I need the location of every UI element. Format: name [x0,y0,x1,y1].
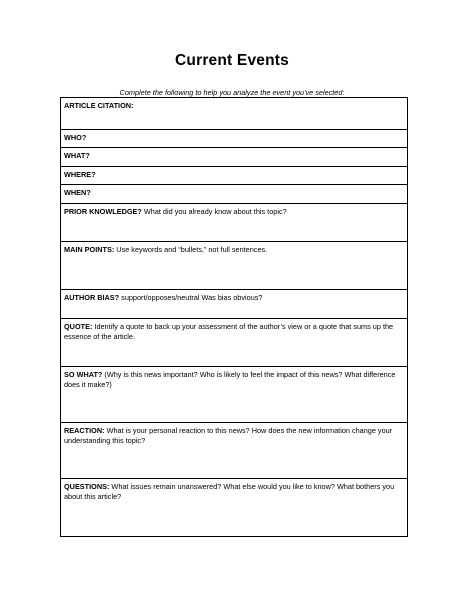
field-label: PRIOR KNOWLEDGE? [64,207,142,216]
answer-cell[interactable] [61,423,408,479]
field-label: WHERE? [64,170,96,179]
answer-cell[interactable] [61,290,408,319]
field-prompt: (Why is this news important? Who is likely to feel the impact of this news? What difference does it make?) [64,370,396,389]
row-who[interactable] [61,130,408,148]
field-label: AUTHOR BIAS? [64,293,120,302]
answer-cell[interactable] [61,367,408,423]
row-reaction[interactable] [61,423,408,479]
field-label: SO WHAT? [64,370,103,379]
answer-cell[interactable] [61,319,408,367]
answer-cell[interactable] [61,167,408,185]
field-prompt: What issues remain unanswered? What else would you like to know? What bothers you about this article? [64,482,395,501]
row-prior-knowledge[interactable] [61,204,408,242]
answer-cell[interactable] [61,242,408,290]
field-label: ARTICLE CITATION: [64,101,134,110]
answer-cell[interactable] [61,148,408,167]
field-label: MAIN POINTS: [64,245,115,254]
page-title: Current Events [175,52,289,69]
row-article-citation[interactable] [61,98,408,130]
field-label: WHEN? [64,188,91,197]
field-prompt: support/opposes/neutral Was bias obvious? [119,293,263,302]
field-label: QUOTE: [64,322,93,331]
field-prompt: Identify a quote to back up your assessment of the author’s view or a quote that sums up the essence of the article. [64,322,394,341]
row-author-bias[interactable] [61,290,408,319]
field-label: QUESTIONS: [64,482,110,491]
answer-cell[interactable] [61,185,408,204]
field-prompt: What is your personal reaction to this news? How does the new information change your understanding this topic? [64,426,393,445]
row-so-what[interactable] [61,367,408,423]
row-when[interactable] [61,185,408,204]
row-what[interactable] [61,148,408,167]
row-quote[interactable] [61,319,408,367]
row-questions[interactable] [61,479,408,537]
answer-cell[interactable] [61,479,408,537]
answer-cell[interactable] [61,98,408,130]
answer-cell[interactable] [61,130,408,148]
instructions-text: Complete the following to help you analyze the event you've selected: [119,88,345,97]
field-label: REACTION: [64,426,105,435]
field-prompt: Use keywords and “bullets,” not full sentences. [114,245,268,254]
field-label: WHO? [64,133,87,142]
row-where[interactable] [61,167,408,185]
row-main-points[interactable] [61,242,408,290]
worksheet-table [60,97,408,537]
answer-cell[interactable] [61,204,408,242]
field-label: WHAT? [64,151,90,160]
field-prompt: What did you already know about this topic? [141,207,287,216]
